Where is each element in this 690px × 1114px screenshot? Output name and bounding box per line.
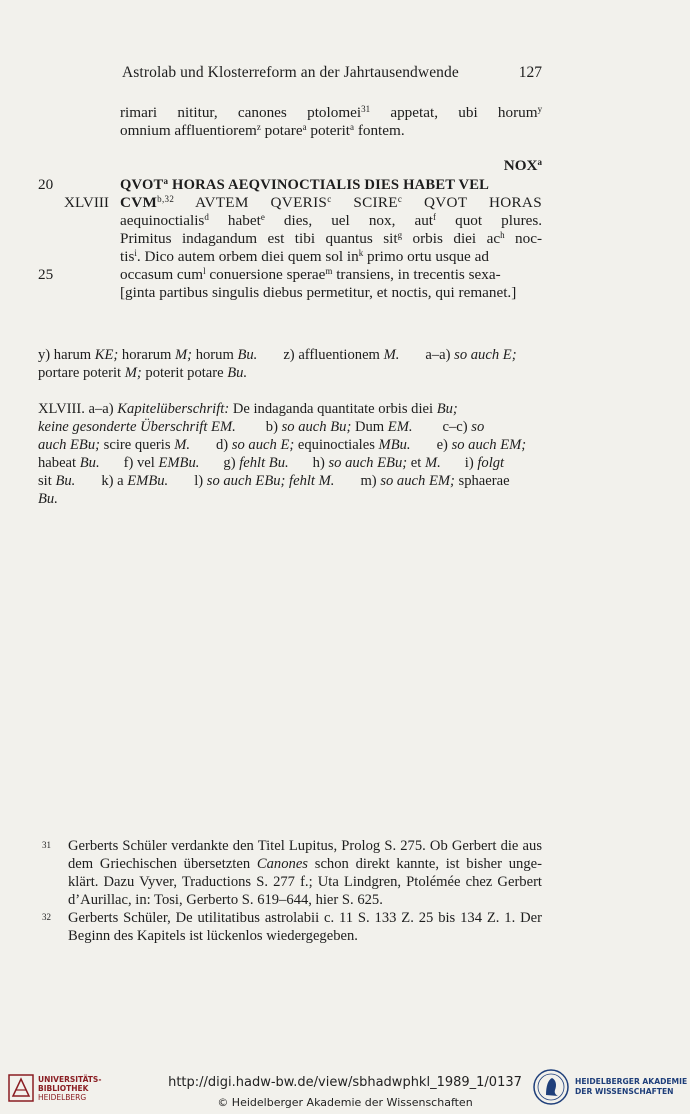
text-line-8: [ginta partibus singulis diebus permetitur, et noctis, qui remanet.] <box>120 284 517 301</box>
apparatus-line: keine gesonderte Überschrift EM. b) so auch Bu; Dum EM. c–c) so <box>38 419 485 435</box>
apparatus-line: portare poterit M; poterit potare Bu. <box>38 365 248 381</box>
text-line-7: occasum cum$^l$ conuersione sperae$^m$ transiens, in trecentis sexa- <box>120 266 501 283</box>
text-line-6: tis$^i$. Dico autem orbem diei quem sol $in^k$ primo ortu usque ad <box>120 248 489 265</box>
apparatus-line: Bu. <box>38 491 58 507</box>
footnote-31-line-4: d’Aurillac, in: Tosi, Gerberto S. 619–644, hier S. 625. <box>68 892 383 908</box>
apparatus-line: sit Bu. k) a EMBu. l) so auch EBu; fehlt M. m) so auch EM; sphaerae <box>38 473 510 489</box>
university-library-label: UNIVERSITÄTS- BIBLIOTHEK HEIDELBERG <box>38 1075 102 1102</box>
source-url-link[interactable]: http://digi.hadw-bw.de/view/sbhadwphkl_1989_1/0137 <box>168 1075 522 1090</box>
line-number-25: 25 <box>38 266 54 283</box>
footnote-32-line-2: Beginn des Kapitels ist lückenlos wiedergegeben. <box>68 928 358 944</box>
text-line-4: aequinoctialis$^d$ habet$^e$ dies, uel nox, aut$^f$ quot plures. <box>120 212 543 229</box>
academy-label: HEIDELBERGER AKADEMIE DER WISSENSCHAFTEN <box>575 1077 688 1096</box>
footnote-number-31: 31 <box>42 840 51 850</box>
apparatus-line: XLVIII. a–a) Kapitelüberschrift: De indaganda quantitate orbis diei Bu; <box>38 401 458 417</box>
academy-seal-icon <box>532 1068 570 1106</box>
text-line-5: Primitus indagandum est tibi quantus sit$^g$ orbis diei $ac^h$ noc- <box>120 230 543 247</box>
text-line-2: omnium affluentiorem$^z$ potare$^a$ poterit$^a$ fontem. <box>120 122 405 139</box>
footnote-number-32: 32 <box>42 912 51 922</box>
footnote-31-line-2: dem Griechischen übersetzten Canones schon direkt kannte, ist bisher unge- <box>68 856 542 872</box>
copyright-notice: © Heidelberger Akademie der Wissenschaften <box>217 1096 473 1109</box>
footnote-31-line-3: klärt. Dazu Vyver, Traductions S. 277 f.; Uta Lindgren, Ptolémée chez Gerbert <box>68 874 542 890</box>
running-title: Astrolab und Klosterreform an der Jahrtausendwende <box>122 64 459 81</box>
apparatus-line: y) harum KE; horarum M; horum Bu. z) affluentionem M. a–a) so auch E; <box>38 347 517 363</box>
line-number-20: 20 <box>38 176 54 193</box>
page-number: 127 <box>518 64 542 81</box>
text-line-3: CVM$^{b,32}$ AVTEM QVERIS$^c$ SCIRE$^c$ QVOT HORAS <box>120 194 542 211</box>
chapter-number: XLVIII <box>64 194 109 211</box>
chapter-heading: QVOT$^a$ HORAS AEQVINOCTIALIS DIES HABET VEL <box>120 176 490 193</box>
footnote-31-line-1: Gerberts Schüler verdankte den Titel Lupitus, Prolog S. 275. Ob Gerbert die aus <box>68 838 542 854</box>
footnote-32-line-1: Gerberts Schüler, De utilitatibus astrolabii c. 11 S. 133 Z. 25 bis 134 Z. 1. Der <box>68 910 542 926</box>
nox-heading: NOX$^a$ <box>503 157 542 174</box>
text-line-1: rimari nititur, canones ptolomei$^{31}$ appetat, ubi horum$^y$ <box>120 104 543 121</box>
apparatus-line: habeat Bu. f) vel EMBu. g) fehlt Bu. h) so auch EBu; et M. i) folgt <box>38 455 505 471</box>
apparatus-line: auch EBu; scire queris M. d) so auch E; equinoctiales MBu. e) so auch EM; <box>38 437 527 453</box>
